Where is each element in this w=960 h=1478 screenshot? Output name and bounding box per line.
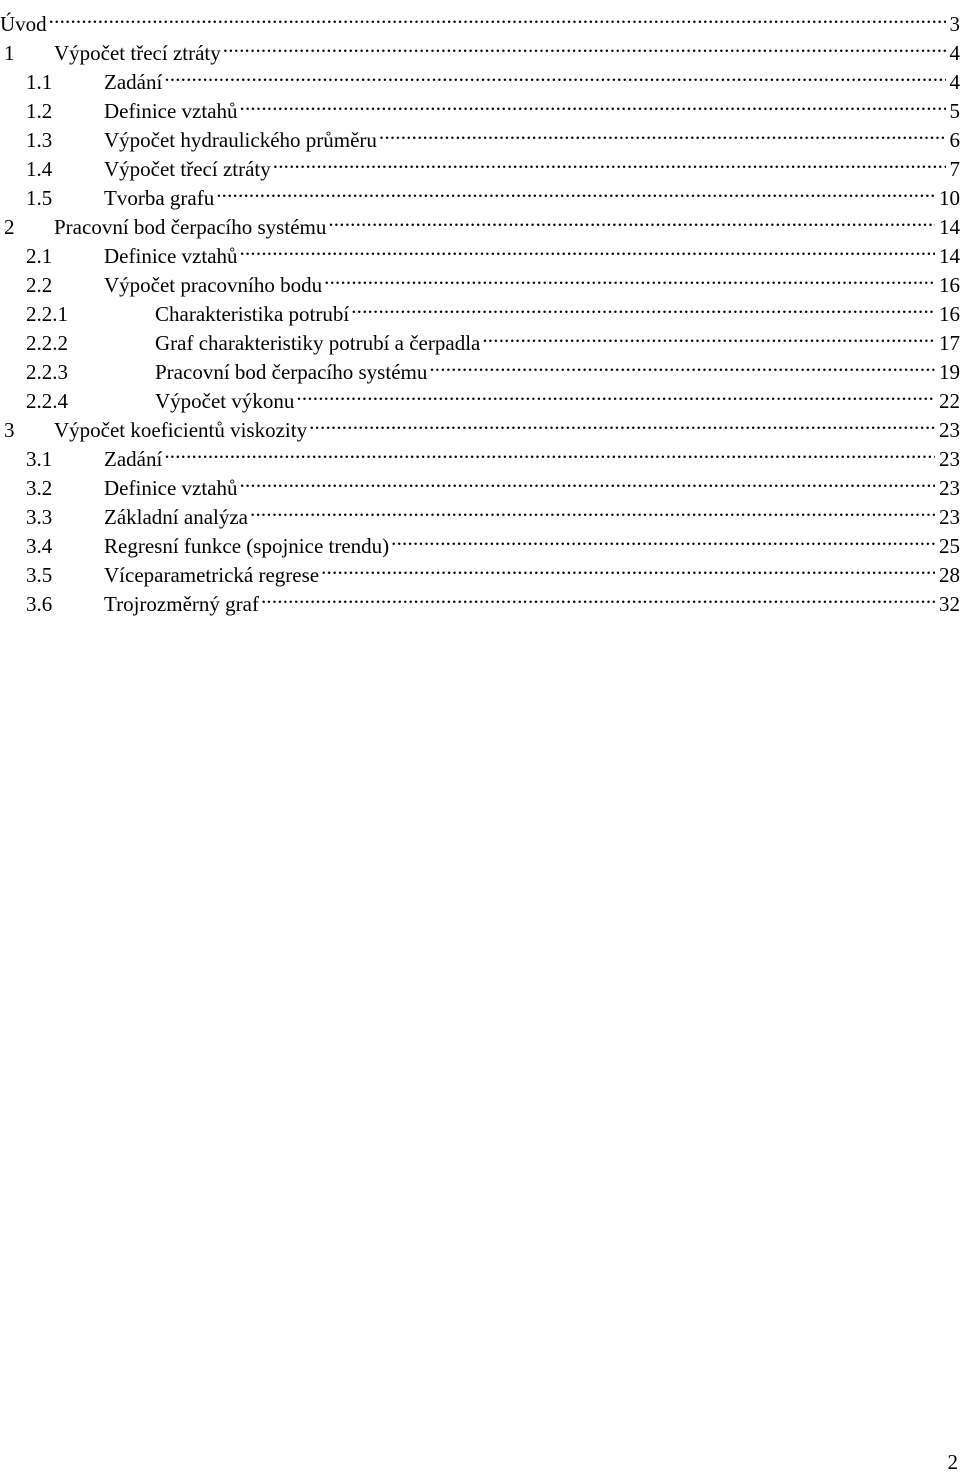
toc-entry-number: 2.2.1 bbox=[26, 302, 68, 326]
toc-entry-page: 7 bbox=[949, 157, 960, 181]
toc-dot-leader bbox=[379, 118, 946, 147]
toc-entry-number: 3.4 bbox=[26, 534, 53, 558]
toc-entry-title: Tvorba grafu bbox=[104, 186, 215, 210]
toc-dot-leader bbox=[216, 176, 935, 205]
toc-entry-number: 1 bbox=[4, 41, 15, 65]
toc-entry-title: Zadání bbox=[104, 70, 163, 94]
toc-dot-leader bbox=[429, 350, 935, 379]
toc-entry-number: 3 bbox=[4, 418, 15, 442]
toc-entry-page: 23 bbox=[939, 505, 960, 529]
toc-dot-leader bbox=[250, 495, 935, 524]
toc-entry-page: 5 bbox=[949, 99, 960, 123]
toc-entry-page: 23 bbox=[939, 418, 960, 442]
toc-dot-leader bbox=[391, 524, 935, 553]
toc-entry-page: 16 bbox=[939, 273, 960, 297]
toc-entry-number: 2.2.2 bbox=[26, 331, 68, 355]
toc-entry-title: Definice vztahů bbox=[104, 476, 238, 500]
toc-entry-number: 1.5 bbox=[26, 186, 53, 210]
toc-entry-number: 1.2 bbox=[26, 99, 53, 123]
toc-entry[interactable] bbox=[0, 31, 960, 65]
toc-entry-number: 2.2 bbox=[26, 273, 53, 297]
toc-entry-page: 19 bbox=[939, 360, 960, 384]
toc-entry-page: 32 bbox=[939, 592, 960, 616]
toc-entry-title: Regresní funkce (spojnice trendu) bbox=[104, 534, 390, 558]
toc-entry-number: 3.3 bbox=[26, 505, 53, 529]
toc-entry-page: 10 bbox=[939, 186, 960, 210]
toc-entry-number: 3.5 bbox=[26, 563, 53, 587]
toc-dot-leader bbox=[324, 263, 935, 292]
toc-entry-page: 4 bbox=[949, 70, 960, 94]
toc-entry-page: 28 bbox=[939, 563, 960, 587]
toc-entry-title: Definice vztahů bbox=[104, 99, 238, 123]
toc-entry-page: 14 bbox=[939, 215, 960, 239]
toc-entry-number: 2.2.4 bbox=[26, 389, 68, 413]
toc-dot-leader bbox=[240, 234, 935, 263]
toc-entry-page: 23 bbox=[939, 476, 960, 500]
toc-entry-title: Úvod bbox=[0, 12, 47, 36]
toc-entry-page: 14 bbox=[939, 244, 960, 268]
toc-dot-leader bbox=[164, 437, 935, 466]
toc-entry-page: 4 bbox=[949, 41, 960, 65]
page-number: 2 bbox=[947, 1450, 958, 1474]
toc-entry-number: 1.1 bbox=[26, 70, 53, 94]
toc-dot-leader bbox=[328, 205, 935, 234]
toc-dot-leader bbox=[321, 553, 935, 582]
toc-entry-title: Výpočet třecí ztráty bbox=[54, 41, 221, 65]
toc-entry-page: 22 bbox=[939, 389, 960, 413]
toc-dot-leader bbox=[273, 147, 946, 176]
toc-dot-leader bbox=[296, 379, 935, 408]
toc-entry-page: 6 bbox=[949, 128, 960, 152]
toc-entry-number: 2 bbox=[4, 215, 15, 239]
toc-entry-title: Základní analýza bbox=[104, 505, 249, 529]
toc-entry-title: Výpočet hydraulického průměru bbox=[104, 128, 377, 152]
toc-entry[interactable] bbox=[0, 2, 960, 36]
toc-entry-number: 2.1 bbox=[26, 244, 53, 268]
toc-entry-title: Graf charakteristiky potrubí a čerpadla bbox=[155, 331, 481, 355]
toc-entry-number: 2.2.3 bbox=[26, 360, 68, 384]
toc-dot-leader bbox=[223, 31, 946, 60]
toc-entry-title: Pracovní bod čerpacího systému bbox=[54, 215, 327, 239]
toc-entry-title: Definice vztahů bbox=[104, 244, 238, 268]
toc-entry-title: Charakteristika potrubí bbox=[155, 302, 350, 326]
toc-entry-title: Pracovní bod čerpacího systému bbox=[155, 360, 428, 384]
toc-entry-number: 1.3 bbox=[26, 128, 53, 152]
toc-dot-leader bbox=[309, 408, 935, 437]
toc-entry-page: 3 bbox=[949, 12, 960, 36]
toc-entry-page: 25 bbox=[939, 534, 960, 558]
toc-entry-title: Výpočet koeficientů viskozity bbox=[54, 418, 308, 442]
toc-entry-number: 3.6 bbox=[26, 592, 53, 616]
toc-entry-title: Trojrozměrný graf bbox=[104, 592, 259, 616]
toc-dot-leader bbox=[261, 582, 935, 611]
toc-entry-page: 16 bbox=[939, 302, 960, 326]
toc-entry-page: 17 bbox=[939, 331, 960, 355]
toc-dot-leader bbox=[164, 60, 945, 89]
table-of-contents bbox=[0, 2, 960, 616]
toc-dot-leader bbox=[351, 292, 935, 321]
toc-entry-number: 1.4 bbox=[26, 157, 53, 181]
toc-dot-leader bbox=[482, 321, 935, 350]
toc-dot-leader bbox=[240, 466, 935, 495]
toc-dot-leader bbox=[240, 89, 946, 118]
toc-entry-title: Zadání bbox=[104, 447, 163, 471]
toc-entry-title: Výpočet pracovního bodu bbox=[104, 273, 323, 297]
toc-entry-title: Víceparametrická regrese bbox=[104, 563, 320, 587]
toc-entry-page: 23 bbox=[939, 447, 960, 471]
toc-dot-leader bbox=[49, 2, 946, 31]
toc-entry-title: Výpočet výkonu bbox=[155, 389, 295, 413]
toc-entry-number: 3.1 bbox=[26, 447, 53, 471]
toc-entry-title: Výpočet třecí ztráty bbox=[104, 157, 271, 181]
toc-entry-number: 3.2 bbox=[26, 476, 53, 500]
